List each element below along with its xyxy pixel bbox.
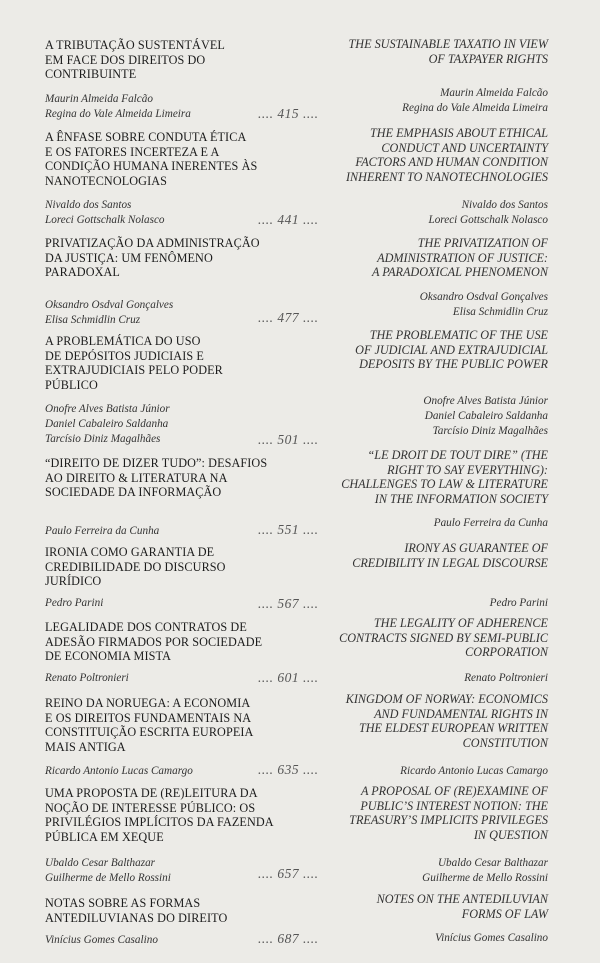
entry-authors-pt: Onofre Alves Batista Júnior Daniel Cabaleiro Saldanha Tarcísio Diniz Magalhães	[45, 403, 170, 445]
entry-title-en: THE SUSTAINABLE TAXATIO IN VIEW OF TAXPAYER RIGHTS	[348, 37, 548, 66]
entry-authors-en: Ricardo Antonio Lucas Camargo	[400, 765, 548, 777]
entry-title-pt: “DIREITO DE DIZER TUDO”: DESAFIOS AO DIREITO & LITERATURA NA SOCIEDADE DA INFORMAÇÃO	[45, 456, 268, 500]
entry-title-en: A PROPOSAL OF (RE)EXAMINE OF PUBLIC’S INTEREST NOTION: THE TREASURY’S IMPLICITS PRIVILEGES IN QUESTION	[349, 784, 548, 842]
entry-title-pt: UMA PROPOSTA DE (RE)LEITURA DA NOÇÃO DE INTERESSE PÚBLICO: OS PRIVILÉGIOS IMPLÍCITOS DA FAZENDA PÚBLICA EM XEQUE	[45, 786, 274, 844]
entry-title-pt: PRIVATIZAÇÃO DA ADMINISTRAÇÃO DA JUSTIÇA: UM FENÔMENO PARADOXAL	[45, 236, 260, 280]
entry-title-en: THE EMPHASIS ABOUT ETHICAL CONDUCT AND UNCERTAINTY FACTORS AND HUMAN CONDITION INHERENT TO NANOTECHNOLOGIES	[345, 126, 548, 184]
entry-title-pt: A TRIBUTAÇÃO SUSTENTÁVEL EM FACE DOS DIREITOS DO CONTRIBUINTE	[45, 38, 225, 82]
entry-authors-pt: Renato Poltronieri	[45, 672, 129, 684]
entry-title-en: IRONY AS GUARANTEE OF CREDIBILITY IN LEGAL DISCOURSE	[352, 541, 548, 570]
entry-authors-en: Onofre Alves Batista Júnior Daniel Cabaleiro Saldanha Tarcísio Diniz Magalhães	[423, 395, 548, 437]
entry-page-number[interactable]: .... 635 ....	[258, 762, 319, 777]
entry-title-en: THE PROBLEMATIC OF THE USE OF JUDICIAL AND EXTRAJUDICIAL DEPOSITS BY THE PUBLIC POWER	[355, 328, 548, 372]
entry-authors-pt: Paulo Ferreira da Cunha	[45, 525, 160, 537]
entry-title-en: KINGDOM OF NORWAY: ECONOMICS AND FUNDAMENTAL RIGHTS IN THE ELDEST EUROPEAN WRITTEN CONSTITUTION	[345, 692, 548, 750]
entry-authors-pt: Oksandro Osdval Gonçalves Elisa Schmidlin Cruz	[45, 299, 174, 326]
entry-title-en: THE LEGALITY OF ADHERENCE CONTRACTS SIGNED BY SEMI-PUBLIC CORPORATION	[339, 616, 548, 660]
entry-page-number[interactable]: .... 415 ....	[258, 106, 319, 121]
entry-page-number[interactable]: .... 477 ....	[258, 310, 319, 325]
entry-authors-en: Pedro Parini	[489, 597, 548, 609]
entry-page-number[interactable]: .... 657 ....	[258, 866, 319, 881]
entry-title-pt: LEGALIDADE DOS CONTRATOS DE ADESÃO FIRMADOS POR SOCIEDADE DE ECONOMIA MISTA	[45, 620, 263, 664]
entry-title-en: NOTES ON THE ANTEDILUVIAN FORMS OF LAW	[376, 892, 548, 921]
entry-title-pt: A PROBLEMÁTICA DO USO DE DEPÓSITOS JUDICIAIS E EXTRAJUDICIAIS PELO PODER PÚBLICO	[45, 334, 223, 392]
entry-page-number[interactable]: .... 567 ....	[258, 596, 319, 611]
entry-title-pt: A ÊNFASE SOBRE CONDUTA ÉTICA E OS FATORES INCERTEZA E A CONDIÇÃO HUMANA INERENTES ÀS NANOTECNOLOGIAS	[45, 130, 258, 188]
entry-authors-en: Maurin Almeida Falcão Regina do Vale Almeida Limeira	[402, 87, 548, 114]
entry-authors-en: Nivaldo dos Santos Loreci Gottschalk Nolasco	[428, 199, 548, 226]
entry-authors-pt: Maurin Almeida Falcão Regina do Vale Almeida Limeira	[45, 93, 191, 120]
entry-authors-en: Vinícius Gomes Casalino	[435, 932, 548, 944]
entry-title-en: THE PRIVATIZATION OF ADMINISTRATION OF JUSTICE: A PARADOXICAL PHENOMENON	[371, 236, 548, 280]
entry-title-en: “LE DROIT DE TOUT DIRE” (THE RIGHT TO SAY EVERYTHING): CHALLENGES TO LAW & LITERATURE IN THE INFORMATION SOCIETY	[341, 448, 548, 506]
entry-page-number[interactable]: .... 441 ....	[258, 212, 319, 227]
entry-authors-en: Oksandro Osdval Gonçalves Elisa Schmidlin Cruz	[419, 291, 548, 318]
entry-authors-pt: Nivaldo dos Santos Loreci Gottschalk Nolasco	[45, 199, 165, 226]
entry-page-number[interactable]: .... 551 ....	[258, 522, 319, 537]
entry-authors-en: Renato Poltronieri	[464, 672, 548, 684]
entry-authors-en: Ubaldo Cesar Balthazar Guilherme de Mello Rossini	[422, 857, 548, 884]
entry-title-pt: IRONIA COMO GARANTIA DE CREDIBILIDADE DO DISCURSO JURÍDICO	[45, 545, 226, 589]
entry-authors-pt: Ricardo Antonio Lucas Camargo	[45, 765, 193, 777]
entry-authors-pt: Vinícius Gomes Casalino	[45, 934, 158, 946]
entry-authors-pt: Ubaldo Cesar Balthazar Guilherme de Mello Rossini	[45, 857, 171, 884]
entry-title-pt: REINO DA NORUEGA: A ECONOMIA E OS DIREITOS FUNDAMENTAIS NA CONSTITUIÇÃO ESCRITA EUROPEIA MAIS ANTIGA	[45, 696, 254, 754]
entry-page-number[interactable]: .... 601 ....	[258, 670, 319, 685]
entry-page-number[interactable]: .... 501 ....	[258, 432, 319, 447]
entry-authors-pt: Pedro Parini	[45, 597, 104, 609]
entry-page-number[interactable]: .... 687 ....	[258, 931, 319, 946]
entry-title-pt: NOTAS SOBRE AS FORMAS ANTEDILUVIANAS DO DIREITO	[45, 896, 228, 925]
entry-authors-en: Paulo Ferreira da Cunha	[433, 517, 548, 529]
